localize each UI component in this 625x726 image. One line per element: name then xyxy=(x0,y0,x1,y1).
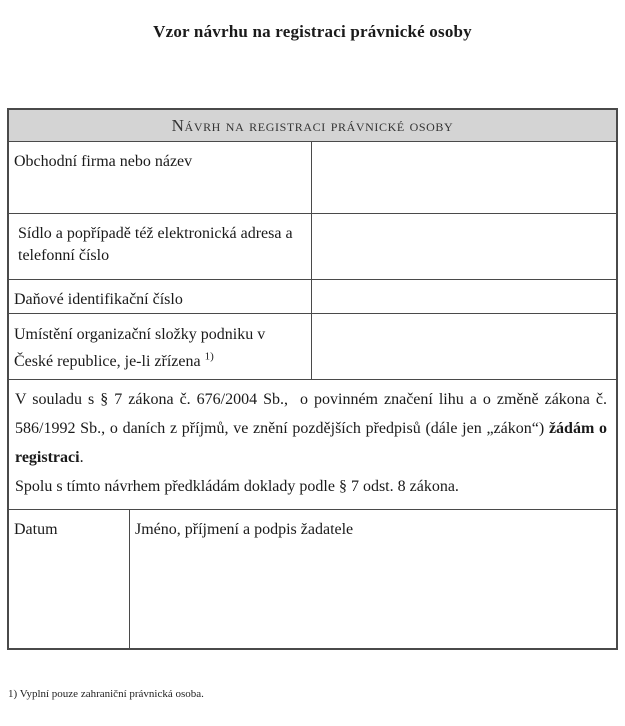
table-row-branch-location xyxy=(9,314,616,380)
date-label-cell: Datum xyxy=(9,510,130,648)
registration-form-table xyxy=(7,108,618,650)
statement-text-lead: V souladu s § 7 zákona č. 676/2004 Sb., o povinném značení lihu a o změně zákona č. 586/1992 Sb., o daních z příjmů, ve znění pozdějších předpisů (dále jen „zákon“) xyxy=(15,391,607,437)
row-value-tax-id xyxy=(312,280,616,313)
form-header-title: Návrh na registraci právnické osoby xyxy=(171,115,454,135)
page-title: Vzor návrhu na registraci právnické osoby xyxy=(153,22,472,41)
table-row-statement xyxy=(9,380,616,510)
statement-text-tail: . xyxy=(79,448,84,466)
row-label-branch-location-text: Umístění organizační složky podniku v České republice, je-li zřízena xyxy=(14,326,266,371)
footnote: 1) Vyplní pouze zahraniční právnická osoba. xyxy=(8,688,204,700)
row-label-company-name: Obchodní firma nebo název xyxy=(9,142,312,213)
row-value-branch-location xyxy=(312,314,616,379)
form-header-row xyxy=(9,110,616,142)
name-signature-label-cell: Jméno, příjmení a podpis žadatele xyxy=(135,521,354,538)
table-row-address xyxy=(9,214,616,280)
row-value-address xyxy=(312,214,616,279)
statement-text-bold: žádám o registraci xyxy=(15,419,608,466)
table-row-signature xyxy=(9,510,616,648)
row-label-address: Sídlo a popřípadě též elektronická adresa a telefonní číslo xyxy=(9,214,312,279)
table-row-tax-id xyxy=(9,280,616,314)
row-label-tax-id: Daňové identifikační číslo xyxy=(9,280,312,313)
statement-paragraph xyxy=(15,386,607,472)
row-label-branch-location xyxy=(9,314,312,379)
table-row-company-name xyxy=(9,142,616,214)
statement-block xyxy=(9,380,616,509)
row-value-company-name xyxy=(312,142,616,213)
footnote-reference-mark: 1) xyxy=(204,350,214,363)
statement-paragraph-2: Spolu s tímto návrhem předkládám doklady podle § 7 odst. 8 zákona. xyxy=(15,478,459,496)
